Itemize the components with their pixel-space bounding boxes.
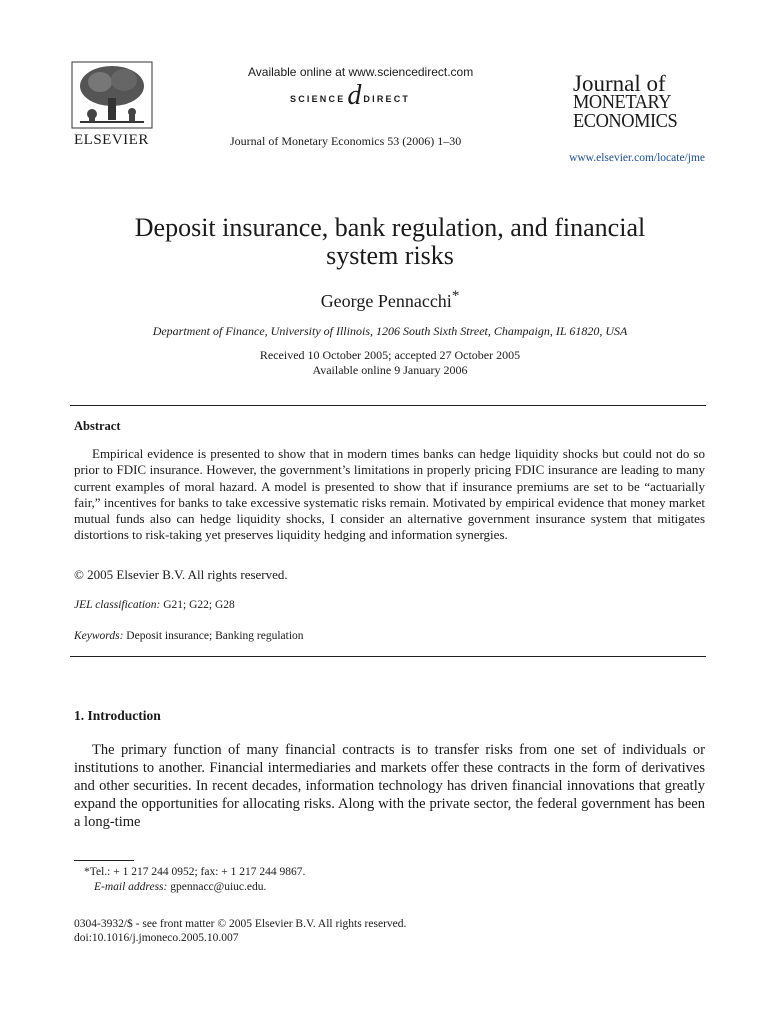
journal-logo-line3: ECONOMICS (573, 110, 678, 132)
footnote-phone: *Tel.: + 1 217 244 0952; fax: + 1 217 244 9867. (84, 866, 306, 878)
elsevier-tree-logo (70, 60, 154, 130)
keywords-value: Deposit insurance; Banking regulation (126, 630, 304, 642)
author-name (70, 288, 710, 312)
email-value[interactable]: gpennacc@uiuc.edu. (170, 881, 267, 893)
section-heading-introduction: 1. Introduction (74, 708, 161, 723)
publisher-name: ELSEVIER (74, 132, 149, 148)
journal-logo-line2: MONETARY (573, 91, 672, 113)
keywords-label: Keywords: (74, 630, 124, 642)
email-label: E-mail address: (94, 881, 168, 893)
jel-label: JEL classification: (74, 599, 161, 611)
footnote-email (94, 881, 266, 893)
abstract-heading: Abstract (74, 419, 121, 433)
journal-logo (573, 71, 686, 132)
title-line-1: Deposit insurance, bank regulation, and financial (134, 213, 646, 242)
author-affiliation: Department of Finance, University of Illinois, 1206 South Sixth Street, Champaign, IL 61820, USA (152, 324, 628, 338)
sciencedirect-mark-icon: d (347, 80, 362, 111)
journal-url-link[interactable]: www.elsevier.com/locate/jme (569, 152, 705, 164)
keywords (74, 630, 304, 642)
abstract-text: Empirical evidence is presented to show that in modern times banks can hedge liquidity shocks but could not do so prior to FDIC insurance. However, the government’s limitations in properly pricing FDIC insurance are leading to many current examples of moral hazard. A model is presented to show that if insurance premiums are set to be “actuarially fair,” incentives for banks to take excessive systematic risks remain. Motivated by empirical evidence that money market mutual funds also can hedge liquidity shocks, I consider an alternative government insurance system that mitigates distortions to risk-taking yet preserves liquidity hedging and information synergies. (74, 446, 705, 543)
issn-line: 0304-3932/$ - see front matter © 2005 Elsevier B.V. All rights reserved. (74, 918, 407, 930)
title-line-2: system risks (326, 241, 454, 270)
article-title (70, 214, 710, 270)
received-date: Received 10 October 2005; accepted 27 October 2005 (259, 348, 521, 362)
journal-logo-line1: Journal of (573, 71, 666, 96)
article-dates (70, 348, 710, 378)
doi-link[interactable]: doi:10.1016/j.jmoneco.2005.10.007 (74, 932, 239, 944)
available-date: Available online 9 January 2006 (312, 363, 468, 377)
author-text: George Pennacchi (320, 291, 452, 311)
sciencedirect-logo (290, 80, 411, 112)
introduction-paragraph: The primary function of many financial contracts is to transfer risks from one set of individuals or institutions to another. Financial intermediaries and markets offer these contracts in the form of derivatives and other securities. In recent decades, information technology has driven financial innovations that greatly expand the opportunities for allocating risks. Along with the private sector, the federal government has been a long-time (74, 742, 705, 830)
sciencedirect-left: SCIENCE (290, 94, 346, 104)
abstract-copyright: © 2005 Elsevier B.V. All rights reserved. (74, 567, 288, 582)
footnote-rule (74, 860, 134, 861)
author-footnote-mark[interactable]: * (451, 288, 460, 304)
jel-value: G21; G22; G28 (163, 599, 235, 611)
jel-classification (74, 599, 235, 611)
available-online-link[interactable]: Available online at www.sciencedirect.com (248, 65, 474, 79)
divider-bottom (70, 656, 706, 657)
journal-citation: Journal of Monetary Economics 53 (2006) 1–30 (230, 134, 462, 148)
divider-top (70, 405, 706, 406)
sciencedirect-right: DIRECT (363, 94, 411, 104)
